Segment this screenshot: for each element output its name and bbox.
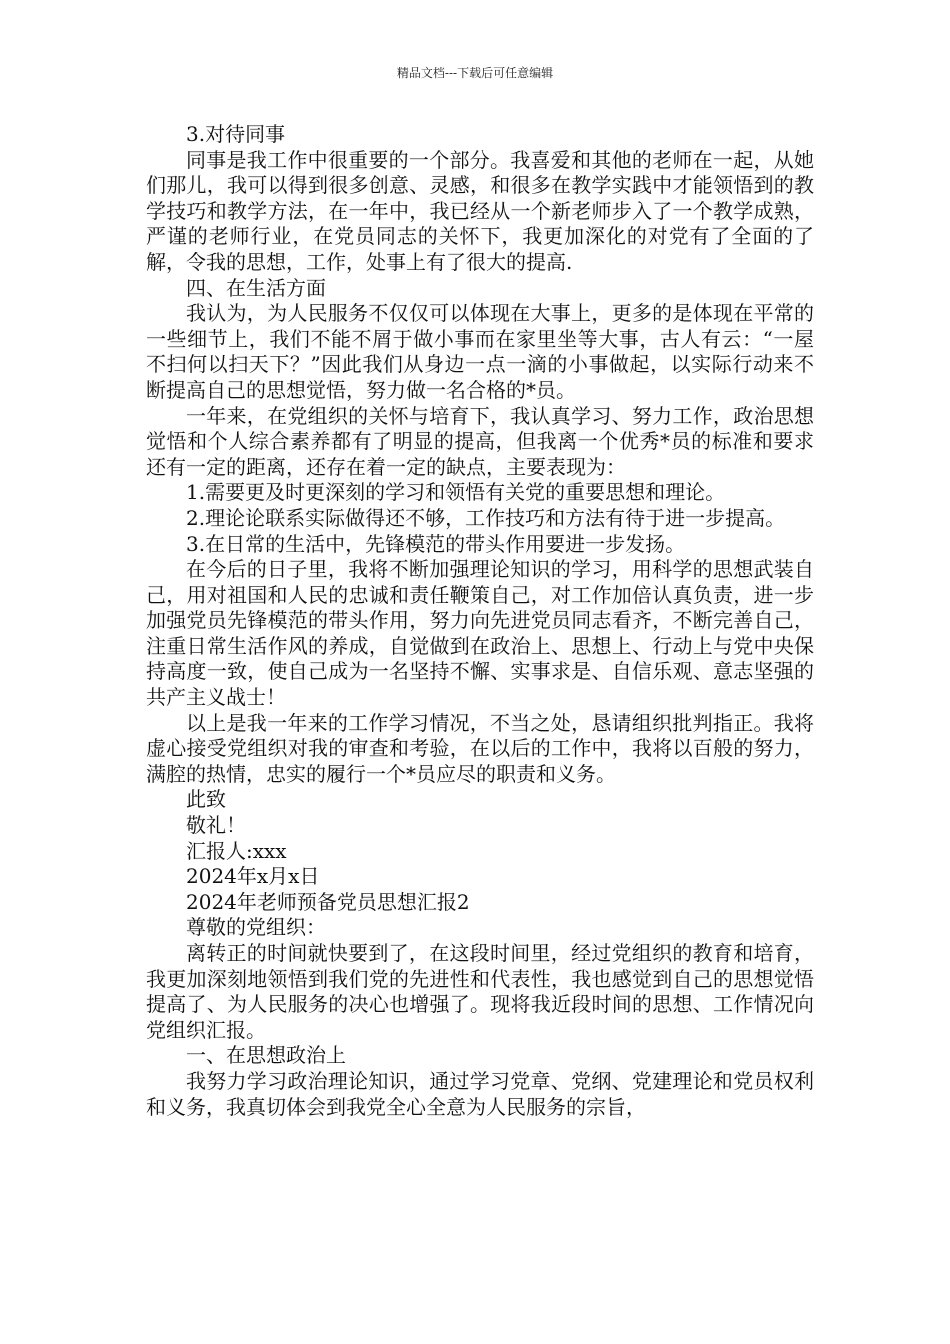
list-item: 1.需要更及时更深刻的学习和领悟有关党的重要思想和理论。: [186, 480, 726, 505]
heading-colleagues: 3.对待同事: [186, 122, 286, 146]
document-body: [146, 122, 814, 1120]
report-date: 2024年x月x日: [186, 864, 320, 889]
paragraph: 在今后的日子里，我将不断加强理论知识的学习，用科学的思想武装自己，用对祖国和人民的忠诚和责任鞭策自己，对工作加倍认真负责，进一步加强党员先锋模范的带头作用，努力向先进党员同志看齐，不断完善自己，注重日常生活作风的养成，自觉做到在政治上、思想上、行动上与党中央保持高度一致，使自己成为一名坚持不懈、实事求是、自信乐观、意志坚强的共产主义战士！: [146, 557, 814, 710]
greeting: 尊敬的党组织：: [186, 915, 326, 940]
heading-politics: 一、在思想政治上: [186, 1043, 346, 1068]
page-header: 精品文档---下载后可任意编辑: [396, 66, 554, 80]
paragraph: 一年来，在党组织的关怀与培育下，我认真学习、努力工作，政治思想觉悟和个人综合素养都有了明显的提高，但我离一个优秀*员的标准和要求还有一定的距离，还存在着一定的缺点，主要表现为：: [146, 403, 814, 479]
paragraph: 同事是我工作中很重要的一个部分。我喜爱和其他的老师在一起，从她们那儿，我可以得到很多创意、灵感，和很多在教学实践中才能领悟到的教学技巧和教学方法，在一年中，我已经从一个新老师步入了一个教学成熟，严谨的老师行业，在党员同志的关怀下，我更加深化的对党有了全面的了解，令我的思想，工作，处事上有了很大的提高.: [146, 147, 814, 274]
reporter-signature: 汇报人:xxx: [186, 838, 287, 863]
list-item: 2.理论论联系实际做得还不够，工作技巧和方法有待于进一步提高。: [186, 505, 786, 530]
section-title: 2024年老师预备党员思想汇报2: [186, 889, 470, 914]
paragraph: 我努力学习政治理论知识，通过学习党章、党纲、党建理论和党员权利和义务，我真切体会到我党全心全意为人民服务的宗旨，: [146, 1068, 814, 1119]
closing-salutation: 此致: [186, 787, 226, 812]
heading-life: 四、在生活方面: [186, 275, 326, 300]
paragraph: 离转正的时间就快要到了，在这段时间里，经过党组织的教育和培育，我更加深刻地领悟到我们党的先进性和代表性，我也感觉到自己的思想觉悟提高了、为人民服务的决心也增强了。现将我近段时间的思想、工作情况向党组织汇报。: [146, 941, 814, 1042]
paragraph: 我认为，为人民服务不仅仅可以体现在大事上，更多的是体现在平常的一些细节上，我们不能不屑于做小事而在家里坐等大事，古人有云：“一屋不扫何以扫天下？”因此我们从身边一点一滴的小事做起，以实际行动来不断提高自己的思想觉悟，努力做一名合格的*员。: [146, 301, 814, 402]
list-item: 3.在日常的生活中，先锋模范的带头作用要进一步发扬。: [186, 531, 686, 556]
closing-regards: 敬礼！: [186, 813, 246, 838]
paragraph: 以上是我一年来的工作学习情况，不当之处，恳请组织批判指正。我将虚心接受党组织对我的审查和考验，在以后的工作中，我将以百般的努力，满腔的热情，忠实的履行一个*员应尽的职责和义务。: [146, 710, 814, 786]
